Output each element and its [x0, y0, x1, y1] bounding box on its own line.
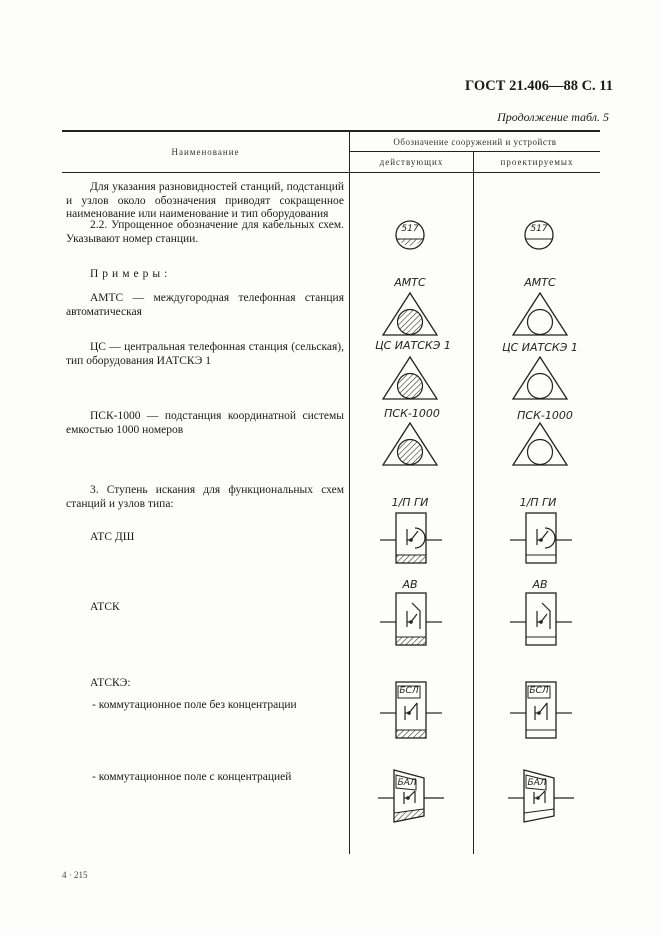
column-header-planned: проектируемых: [500, 157, 574, 167]
table-continuation: Продолжение табл. 5: [497, 110, 609, 124]
av-label-planned: АВ: [532, 578, 548, 591]
psk-triangle-planned: [511, 421, 569, 467]
column-header-name: Наименование: [171, 147, 240, 157]
paragraph-cable-schemes: 2.2. Упрощенное обозначение для кабельных схем. Указывают номер станции.: [66, 219, 344, 245]
no-concentration-item: - коммутационное поле без концентрации: [92, 699, 297, 711]
av-label-existing: АВ: [402, 578, 418, 591]
atske-conc-symbol-existing: [378, 766, 444, 826]
ats-dsh-label: АТС ДШ: [90, 531, 135, 543]
column-header-designation: Обозначение сооружений и устройств: [393, 137, 557, 147]
psk-label-existing: ПСК-1000: [384, 407, 440, 420]
amts-label-existing: АМТС: [394, 276, 426, 289]
table-top-rule: [62, 130, 600, 132]
subheader-rule: [350, 151, 600, 152]
cs-label-planned: ЦС ИАТСКЭ 1: [502, 341, 578, 354]
psk-description: ПСК-1000 — подстанция координатной системы емкостью 1000 номеров: [66, 410, 344, 436]
with-concentration-item: - коммутационное поле с концентрацией: [92, 771, 292, 783]
document-code: ГОСТ 21.406—88 С. 11: [464, 78, 613, 94]
psk-triangle-existing: [381, 421, 439, 467]
amts-triangle-existing: [381, 291, 439, 337]
station-number-existing: 517: [401, 224, 419, 234]
examples-heading: Примеры:: [90, 268, 172, 280]
bsl-label-existing: БСЛ: [399, 686, 419, 696]
column-header-existing: действующих: [379, 157, 444, 167]
psk-label-planned: ПСК-1000: [517, 409, 573, 422]
cs-description: ЦС — центральная телефонная станция (сельская), тип оборудования ИАТСКЭ 1: [66, 341, 344, 367]
amts-triangle-planned: [511, 291, 569, 337]
cs-triangle-planned: [511, 355, 569, 401]
ats-dsh-symbol-existing: [380, 511, 442, 567]
bsl-label-planned: БСЛ: [529, 686, 549, 696]
page-code: 4 · 215: [62, 870, 88, 880]
station-number-planned: 517: [530, 224, 548, 234]
atske-label: АТСКЭ:: [90, 677, 131, 689]
paragraph-search-stage: 3. Ступень искания для функциональных схем станций и узлов типа:: [66, 484, 344, 510]
atsk-symbol-planned: [510, 591, 572, 649]
column-divider-2: [473, 151, 474, 854]
bal-label-existing: БАЛ: [397, 778, 417, 788]
cs-triangle-existing: [381, 355, 439, 401]
stage-label-planned: 1/П ГИ: [519, 496, 557, 509]
cs-label-existing: ЦС ИАТСКЭ 1: [375, 339, 451, 352]
amts-description: АМТС — междугородная телефонная станция автоматическая: [66, 292, 344, 318]
table-header-rule: [62, 172, 600, 173]
ats-dsh-symbol-planned: [510, 511, 572, 567]
atsk-symbol-existing: [380, 591, 442, 649]
amts-label-planned: АМТС: [524, 276, 556, 289]
column-divider-1: [349, 130, 350, 854]
bal-label-planned: БАЛ: [527, 778, 547, 788]
paragraph-variants: Для указания разновидностей станций, подстанций и узлов около обозначения приводят сокращенное наименование или наименование и тип оборудования: [66, 181, 344, 220]
stage-label-existing: 1/П ГИ: [391, 496, 429, 509]
atske-conc-symbol-planned: [508, 766, 574, 826]
atsk-label: АТСК: [90, 601, 120, 613]
